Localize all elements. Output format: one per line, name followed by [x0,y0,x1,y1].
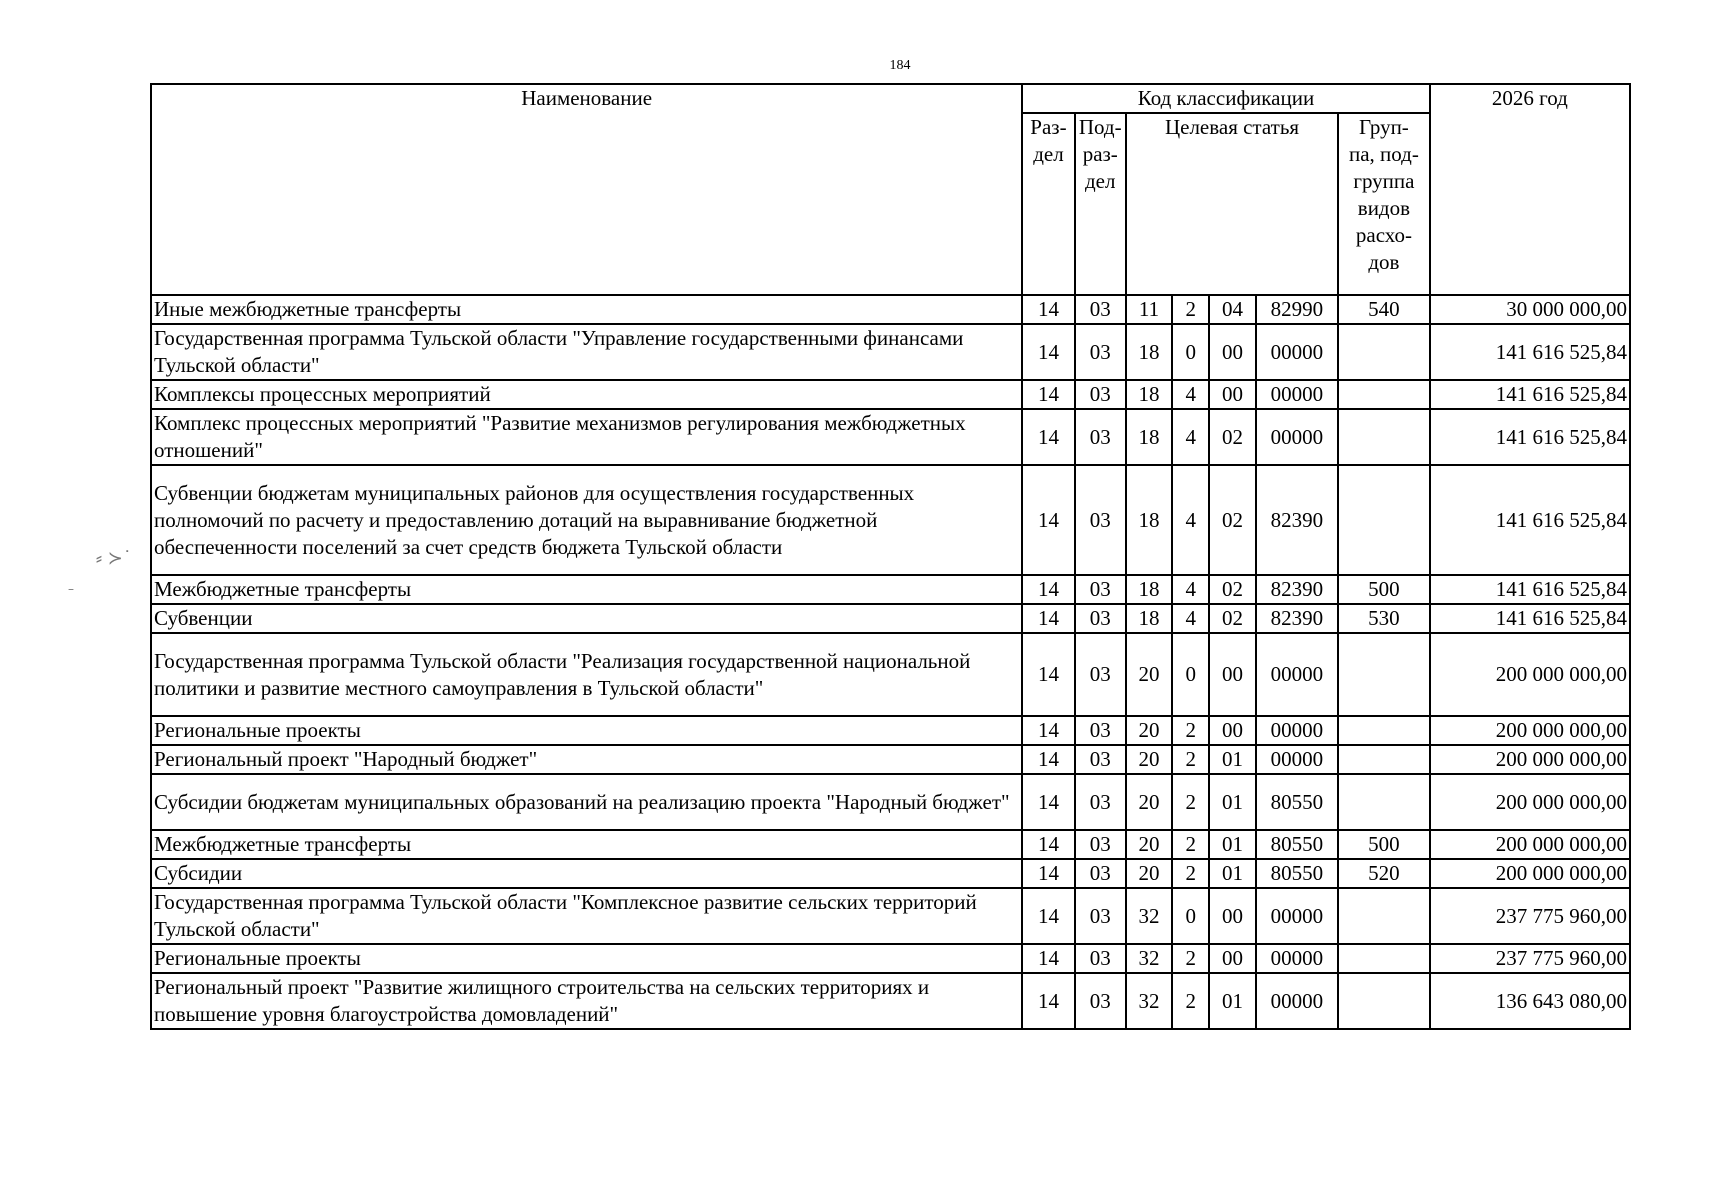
row-razdel-cell: 14 [1022,944,1074,973]
row-podrazdel-cell: 03 [1075,944,1126,973]
row-amount-cell: 141 616 525,84 [1430,575,1630,604]
row-podrazdel-cell: 03 [1075,465,1126,575]
row-target-structure-cell: 00 [1209,633,1255,716]
row-target-direction-cell: 82990 [1256,295,1339,324]
row-razdel-cell: 14 [1022,324,1074,380]
row-razdel-cell: 14 [1022,888,1074,944]
row-target-program-cell: 20 [1126,745,1172,774]
table-row [151,604,1630,633]
row-name-cell: Субвенции бюджетам муниципальных районов для осуществления государственных полномочий по расчету и предоставлению дотаций на выравнивание бюджетной обеспеченности поселений за счет средств бюджета Тульской области [151,465,1022,575]
row-podrazdel-cell: 03 [1075,295,1126,324]
row-target-structure-cell: 02 [1209,409,1255,465]
row-target-direction-cell: 00000 [1256,888,1339,944]
header-podrazdel: Под- раз- дел [1075,113,1126,295]
row-amount-cell: 200 000 000,00 [1430,745,1630,774]
row-target-type-cell: 2 [1172,859,1209,888]
table-row [151,774,1630,830]
row-target-structure-cell: 01 [1209,859,1255,888]
row-target-type-cell: 2 [1172,830,1209,859]
row-target-type-cell: 2 [1172,716,1209,745]
row-target-program-cell: 20 [1126,716,1172,745]
table-body [151,295,1630,1029]
row-amount-cell: 237 775 960,00 [1430,888,1630,944]
row-amount-cell: 141 616 525,84 [1430,409,1630,465]
row-expense-group-cell [1338,633,1430,716]
row-razdel-cell: 14 [1022,859,1074,888]
row-target-structure-cell: 00 [1209,324,1255,380]
row-amount-cell: 141 616 525,84 [1430,380,1630,409]
row-target-type-cell: 4 [1172,575,1209,604]
row-podrazdel-cell: 03 [1075,774,1126,830]
header-target: Целевая статья [1126,113,1338,295]
row-name-cell: Региональные проекты [151,716,1022,745]
row-razdel-cell: 14 [1022,575,1074,604]
row-target-structure-cell: 00 [1209,944,1255,973]
row-amount-cell: 200 000 000,00 [1430,633,1630,716]
row-target-type-cell: 4 [1172,409,1209,465]
row-name-cell: Субсидии бюджетам муниципальных образований на реализацию проекта "Народный бюджет" [151,774,1022,830]
row-podrazdel-cell: 03 [1075,633,1126,716]
row-target-program-cell: 18 [1126,380,1172,409]
row-name-cell: Комплексы процессных мероприятий [151,380,1022,409]
row-podrazdel-cell: 03 [1075,575,1126,604]
table-row [151,859,1630,888]
row-amount-cell: 141 616 525,84 [1430,465,1630,575]
row-name-cell: Государственная программа Тульской области "Управление государственными финансами Тульской области" [151,324,1022,380]
row-target-program-cell: 18 [1126,575,1172,604]
row-name-cell: Субсидии [151,859,1022,888]
row-name-cell: Комплекс процессных мероприятий "Развитие механизмов регулирования межбюджетных отношений" [151,409,1022,465]
row-target-structure-cell: 04 [1209,295,1255,324]
row-target-type-cell: 4 [1172,380,1209,409]
row-amount-cell: 141 616 525,84 [1430,324,1630,380]
header-razdel: Раз- дел [1022,113,1074,295]
row-name-cell: Региональный проект "Народный бюджет" [151,745,1022,774]
table-row [151,465,1630,575]
row-razdel-cell: 14 [1022,465,1074,575]
row-amount-cell: 200 000 000,00 [1430,716,1630,745]
table-header [151,84,1630,295]
table-row [151,633,1630,716]
row-target-direction-cell: 00000 [1256,716,1339,745]
table-row [151,745,1630,774]
row-expense-group-cell [1338,944,1430,973]
row-razdel-cell: 14 [1022,745,1074,774]
row-podrazdel-cell: 03 [1075,409,1126,465]
row-name-cell: Государственная программа Тульской области "Комплексное развитие сельских территорий Тульской области" [151,888,1022,944]
row-target-structure-cell: 00 [1209,716,1255,745]
row-name-cell: Иные межбюджетные трансферты [151,295,1022,324]
budget-table-container [150,83,1631,1030]
row-razdel-cell: 14 [1022,973,1074,1029]
row-expense-group-cell [1338,716,1430,745]
row-name-cell: Государственная программа Тульской области "Реализация государственной национальной политики и развитие местного самоуправления в Тульской области" [151,633,1022,716]
row-target-structure-cell: 02 [1209,575,1255,604]
row-target-program-cell: 20 [1126,633,1172,716]
row-target-program-cell: 32 [1126,973,1172,1029]
row-target-program-cell: 32 [1126,888,1172,944]
row-razdel-cell: 14 [1022,774,1074,830]
row-expense-group-cell [1338,774,1430,830]
row-amount-cell: 136 643 080,00 [1430,973,1630,1029]
row-name-cell: Региональные проекты [151,944,1022,973]
table-row [151,575,1630,604]
table-row [151,830,1630,859]
row-target-direction-cell: 80550 [1256,859,1339,888]
row-podrazdel-cell: 03 [1075,380,1126,409]
row-target-direction-cell: 00000 [1256,944,1339,973]
row-podrazdel-cell: 03 [1075,973,1126,1029]
row-target-direction-cell: 82390 [1256,465,1339,575]
row-target-direction-cell: 00000 [1256,409,1339,465]
row-target-direction-cell: 00000 [1256,380,1339,409]
row-target-direction-cell: 00000 [1256,324,1339,380]
row-razdel-cell: 14 [1022,380,1074,409]
row-target-structure-cell: 00 [1209,380,1255,409]
row-razdel-cell: 14 [1022,295,1074,324]
table-row [151,409,1630,465]
table-row [151,295,1630,324]
row-razdel-cell: 14 [1022,409,1074,465]
header-group: Груп- па, под- группа видов расхо- дов [1338,113,1430,295]
scan-margin-dash: – [68,582,74,596]
row-amount-cell: 141 616 525,84 [1430,604,1630,633]
row-podrazdel-cell: 03 [1075,716,1126,745]
row-target-type-cell: 0 [1172,324,1209,380]
row-target-program-cell: 32 [1126,944,1172,973]
row-target-type-cell: 2 [1172,973,1209,1029]
row-podrazdel-cell: 03 [1075,888,1126,944]
row-expense-group-cell: 540 [1338,295,1430,324]
row-target-direction-cell: 80550 [1256,830,1339,859]
row-expense-group-cell [1338,380,1430,409]
row-target-direction-cell: 00000 [1256,973,1339,1029]
row-name-cell: Межбюджетные трансферты [151,830,1022,859]
row-expense-group-cell: 500 [1338,830,1430,859]
row-target-program-cell: 18 [1126,324,1172,380]
row-target-program-cell: 20 [1126,774,1172,830]
row-expense-group-cell: 500 [1338,575,1430,604]
header-year: 2026 год [1430,84,1630,295]
row-expense-group-cell [1338,465,1430,575]
row-amount-cell: 237 775 960,00 [1430,944,1630,973]
row-expense-group-cell [1338,973,1430,1029]
table-row [151,716,1630,745]
row-expense-group-cell: 530 [1338,604,1430,633]
table-row [151,973,1630,1029]
row-target-type-cell: 4 [1172,465,1209,575]
row-amount-cell: 200 000 000,00 [1430,859,1630,888]
row-target-type-cell: 2 [1172,745,1209,774]
row-podrazdel-cell: 03 [1075,745,1126,774]
row-target-structure-cell: 00 [1209,888,1255,944]
row-target-program-cell: 20 [1126,859,1172,888]
row-target-direction-cell: 82390 [1256,604,1339,633]
row-podrazdel-cell: 03 [1075,859,1126,888]
row-target-structure-cell: 02 [1209,465,1255,575]
row-target-program-cell: 18 [1126,465,1172,575]
row-target-direction-cell: 00000 [1256,745,1339,774]
row-amount-cell: 200 000 000,00 [1430,774,1630,830]
row-target-direction-cell: 80550 [1256,774,1339,830]
budget-table [150,83,1631,1030]
row-razdel-cell: 14 [1022,633,1074,716]
row-name-cell: Субвенции [151,604,1022,633]
row-target-program-cell: 11 [1126,295,1172,324]
page-number: 184 [889,58,911,73]
row-target-program-cell: 18 [1126,409,1172,465]
table-row [151,888,1630,944]
row-target-structure-cell: 01 [1209,745,1255,774]
row-target-structure-cell: 01 [1209,973,1255,1029]
row-expense-group-cell [1338,745,1430,774]
row-target-type-cell: 4 [1172,604,1209,633]
row-target-program-cell: 20 [1126,830,1172,859]
row-target-type-cell: 2 [1172,295,1209,324]
row-name-cell: Межбюджетные трансферты [151,575,1022,604]
row-target-direction-cell: 82390 [1256,575,1339,604]
row-podrazdel-cell: 03 [1075,830,1126,859]
row-target-type-cell: 2 [1172,774,1209,830]
row-target-program-cell: 18 [1126,604,1172,633]
row-amount-cell: 30 000 000,00 [1430,295,1630,324]
row-expense-group-cell [1338,888,1430,944]
row-target-type-cell: 0 [1172,888,1209,944]
row-target-direction-cell: 00000 [1256,633,1339,716]
row-razdel-cell: 14 [1022,716,1074,745]
header-classification: Код классификации [1022,84,1429,113]
scan-margin-mark: ⸗ ≻˙ [96,548,132,569]
row-target-type-cell: 0 [1172,633,1209,716]
row-razdel-cell: 14 [1022,830,1074,859]
row-podrazdel-cell: 03 [1075,324,1126,380]
row-target-structure-cell: 02 [1209,604,1255,633]
row-razdel-cell: 14 [1022,604,1074,633]
row-amount-cell: 200 000 000,00 [1430,830,1630,859]
row-expense-group-cell [1338,409,1430,465]
row-target-structure-cell: 01 [1209,774,1255,830]
table-row [151,380,1630,409]
header-name: Наименование [151,84,1022,295]
row-podrazdel-cell: 03 [1075,604,1126,633]
row-expense-group-cell [1338,324,1430,380]
row-expense-group-cell: 520 [1338,859,1430,888]
row-target-structure-cell: 01 [1209,830,1255,859]
table-row [151,324,1630,380]
table-row [151,944,1630,973]
row-target-type-cell: 2 [1172,944,1209,973]
row-name-cell: Региональный проект "Развитие жилищного строительства на сельских территориях и повышение уровня благоустройства домовладений" [151,973,1022,1029]
